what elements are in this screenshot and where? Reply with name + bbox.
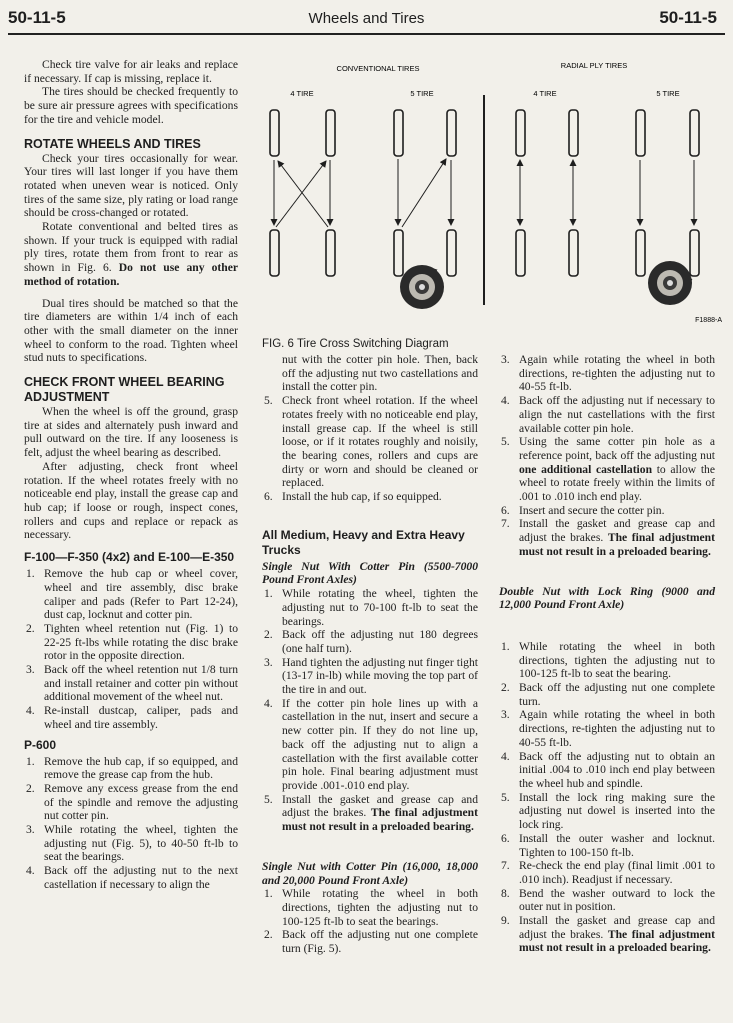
list-item: 1. While rotating the wheel, tighten the adjusting nut to 70-100 ft-lb to seat the bearings. xyxy=(264,587,478,628)
tire xyxy=(516,110,525,156)
section-heading-check: CHECK FRONT WHEEL BEARING ADJUSTMENT xyxy=(24,375,225,405)
single-nut-steps xyxy=(262,587,478,834)
single-nut-heavy-steps xyxy=(262,887,478,956)
tire xyxy=(690,110,699,156)
tire xyxy=(569,230,578,276)
tire xyxy=(636,230,645,276)
tire xyxy=(569,110,578,156)
label-5-tire: 5 TIRE xyxy=(656,89,680,98)
paragraph: After adjusting, check front wheel rotation. If the wheel rotates freely with no noticeable end play, install the grease cap and hub cap; if loose or rough, inspect cones, rollers and cups and replace or repack as necessary. xyxy=(24,459,238,542)
tire xyxy=(636,110,645,156)
paragraph: Rotate conventional and belted tires as shown. If your truck is equipped with radial ply tires, rotate them from front to rear as shown in Fig. 6. Do not use any other method of rotation. xyxy=(24,220,238,288)
list-item: 6. Insert and secure the cotter pin. xyxy=(501,503,665,517)
column-1 xyxy=(24,58,238,892)
list-item: 5. Check front wheel rotation. If the wheel rotates freely with no noticeable end play, install grease cap. If the wheel is still loose, or if it rotates roughly and noisily, the bearing cones, rollers and cups are dirty or worn and should be cleaned or replaced. xyxy=(264,394,478,490)
list-item: 8. Bend the washer outward to lock the outer nut in position. xyxy=(501,886,715,914)
list-item: 2. Back off the adjusting nut one complete turn. xyxy=(501,681,715,708)
tire xyxy=(690,230,699,276)
figure-caption: FIG. 6 Tire Cross Switching Diagram xyxy=(262,338,449,350)
paragraph: The tires should be checked frequently to be sure air pressure agrees with specifications for the tire and vehicle model. xyxy=(24,85,238,126)
paragraph: When the wheel is off the ground, grasp tire at sides and alternately push inward and pull outward on the tire. If any looseness is felt, adjust the wheel bearing as described. xyxy=(24,405,238,460)
label-radial: RADIAL PLY TIRES xyxy=(560,61,628,70)
section-heading-rotate: ROTATE WHEELS AND TIRES xyxy=(24,136,201,151)
list-item: 4. Back off the adjusting nut to the next castellation if necessary to align the xyxy=(26,864,238,891)
subheading: Single Nut with Cotter Pin (16,000, 18,000 and 20,000 Pound Front Axle) xyxy=(262,859,478,887)
column-2 xyxy=(262,353,478,956)
subheading: Double Nut with Lock Ring (9000 and 12,000 Pound Front Axle) xyxy=(499,584,715,612)
list-item: 1. While rotating the wheel in both directions, tighten the adjusting nut to 100-125 ft-lb to seat the bearings. xyxy=(264,887,478,928)
list-item: nut with the cotter pin hole. Then, back off the adjusting nut two castellations and install the cotter pin. xyxy=(282,353,478,394)
page-title: Wheels and Tires xyxy=(308,10,425,27)
f100-steps xyxy=(24,567,238,731)
paragraph: Dual tires should be matched so that the tire diameters are within 1/4 inch of each other with the small diameter on the inner wheel to conform to the road. Tighten wheel stud nuts to specifications. xyxy=(24,296,238,365)
tire-rotation-diagram xyxy=(262,55,724,335)
list-item: 5. Install the gasket and grease cap and adjust the brakes. The final adjustment must not result in a preloaded bearing. xyxy=(264,792,478,834)
tire xyxy=(516,230,525,276)
subsection-heading-f100: F-100—F-350 (4x2) and E-100—E-350 xyxy=(24,550,235,565)
subheading: Single Nut With Cotter Pin (5500-7000 Pound Front Axles) xyxy=(262,559,478,587)
tire xyxy=(270,230,279,276)
list-item: 6. Install the outer washer and locknut. Tighten to 100-150 ft-lb. xyxy=(501,831,715,859)
list-item: 3. While rotating the wheel, tighten the adjusting nut (Fig. 5), to 40-50 ft-lb to seat the bearings. xyxy=(26,823,238,864)
list-item: 2. Back off the adjusting nut one complete turn (Fig. 5). xyxy=(264,928,478,956)
page-number-left: 50-11-5 xyxy=(8,8,66,27)
label-5-tire: 5 TIRE xyxy=(410,89,434,98)
tire xyxy=(270,110,279,156)
list-item: 2. Remove any excess grease from the end of the spindle and remove the adjusting nut cotter pin. xyxy=(26,781,238,823)
list-item: 7. Install the gasket and grease cap and adjust the brakes. The final adjustment must not result in a preloaded bearing. xyxy=(501,517,715,558)
paragraph: Check your tires occasionally for wear. Your tires will last longer if you have them rotated when uneven wear is noticed. Only tires of the same size, ply rating or load range should be cross-changed or rotated. xyxy=(24,151,238,220)
tire xyxy=(447,230,456,276)
continued-steps-2 xyxy=(499,353,715,559)
column-3 xyxy=(499,353,715,955)
list-item: 1. While rotating the wheel in both directions, tighten the adjusting nut to 100-125 ft-lb to seat the bearing. xyxy=(501,639,715,681)
tire xyxy=(326,110,335,156)
list-item: 3. Back off the wheel retention nut 1/8 turn and install retainer and cotter pin without additional movement of the wheel nut. xyxy=(26,663,238,704)
label-4-tire: 4 TIRE xyxy=(533,89,557,98)
list-item: 1. Remove the hub cap, if so equipped, and remove the grease cap from the hub. xyxy=(26,754,238,782)
list-item: 7. Re-check the end play (final limit .001 to .010 inch). Readjust if necessary. xyxy=(501,859,715,886)
subsection-heading-p600: P-600 xyxy=(24,737,57,752)
list-item: 3. Again while rotating the wheel in both directions, re-tighten the adjusting nut to 40-55 ft-lb. xyxy=(501,708,715,749)
header-rule xyxy=(8,33,725,35)
tire xyxy=(394,230,403,276)
list-item: 4. If the cotter pin hole lines up with a castellation in the nut, insert and secure a new cotter pin. If they do not line up, back off the adjusting nut to align a castellation with the first available cotter pin hole. Final bearing adjustment must provide .001-.010 end play. xyxy=(264,696,478,792)
spare-tire xyxy=(400,265,444,309)
section-heading-all-trucks: All Medium, Heavy and Extra Heavy Trucks xyxy=(262,527,465,557)
list-item: 6. Install the hub cap, if so equipped. xyxy=(264,490,442,504)
label-conventional: CONVENTIONAL TIRES xyxy=(336,64,420,73)
figure-code: F1888-A xyxy=(695,317,722,324)
label-4-tire: 4 TIRE xyxy=(290,89,314,98)
continued-steps xyxy=(262,353,478,504)
tire xyxy=(326,230,335,276)
list-item: 2. Tighten wheel retention nut (Fig. 1) to 22-25 ft-lbs while rotating the disc brake rotor in the opposite direction. xyxy=(26,621,238,663)
list-item: 4. Back off the adjusting nut if necessary to align the nut castellations with the first available cotter pin hole. xyxy=(501,394,715,435)
list-item: 9. Install the gasket and grease cap and adjust the brakes. The final adjustment must not result in a preloaded bearing. xyxy=(501,914,715,955)
tire xyxy=(447,110,456,156)
list-item: 3. Again while rotating the wheel in both directions, re-tighten the adjusting nut to 40-55 ft-lb. xyxy=(501,353,715,394)
list-item: 5. Install the lock ring making sure the adjusting nut dowel is inserted into the lock ring. xyxy=(501,790,715,832)
list-item: 3. Hand tighten the adjusting nut finger tight (13-17 in-lb) while moving the top part of the tire in and out. xyxy=(264,655,478,697)
page-number-right: 50-11-5 xyxy=(659,8,717,27)
paragraph: Check tire valve for air leaks and replace if necessary. If cap is missing, replace it. xyxy=(24,58,238,85)
tire xyxy=(394,110,403,156)
list-item: 4. Back off the adjusting nut to obtain an initial .004 to .010 inch end play between the wheel hub and spindle. xyxy=(501,749,715,790)
double-nut-steps xyxy=(499,640,715,955)
list-item: 4. Re-install dustcap, caliper, pads and wheel and tire assembly. xyxy=(26,704,238,731)
p600-steps xyxy=(24,755,238,892)
list-item: 2. Back off the adjusting nut 180 degrees (one half turn). xyxy=(264,628,478,655)
list-item: 5. Using the same cotter pin hole as a reference point, back off the adjusting nut one additional castellation to allow the wheel to rotate freely within the limits of .001 to .010 inch end play. xyxy=(501,435,715,504)
spare-tire xyxy=(648,261,692,305)
list-item: 1. Remove the hub cap or wheel cover, wheel and tire assembly, disc brake caliper and pads (Refer to Part 12-24), dust cap, locknut and cotter pin. xyxy=(26,567,238,622)
